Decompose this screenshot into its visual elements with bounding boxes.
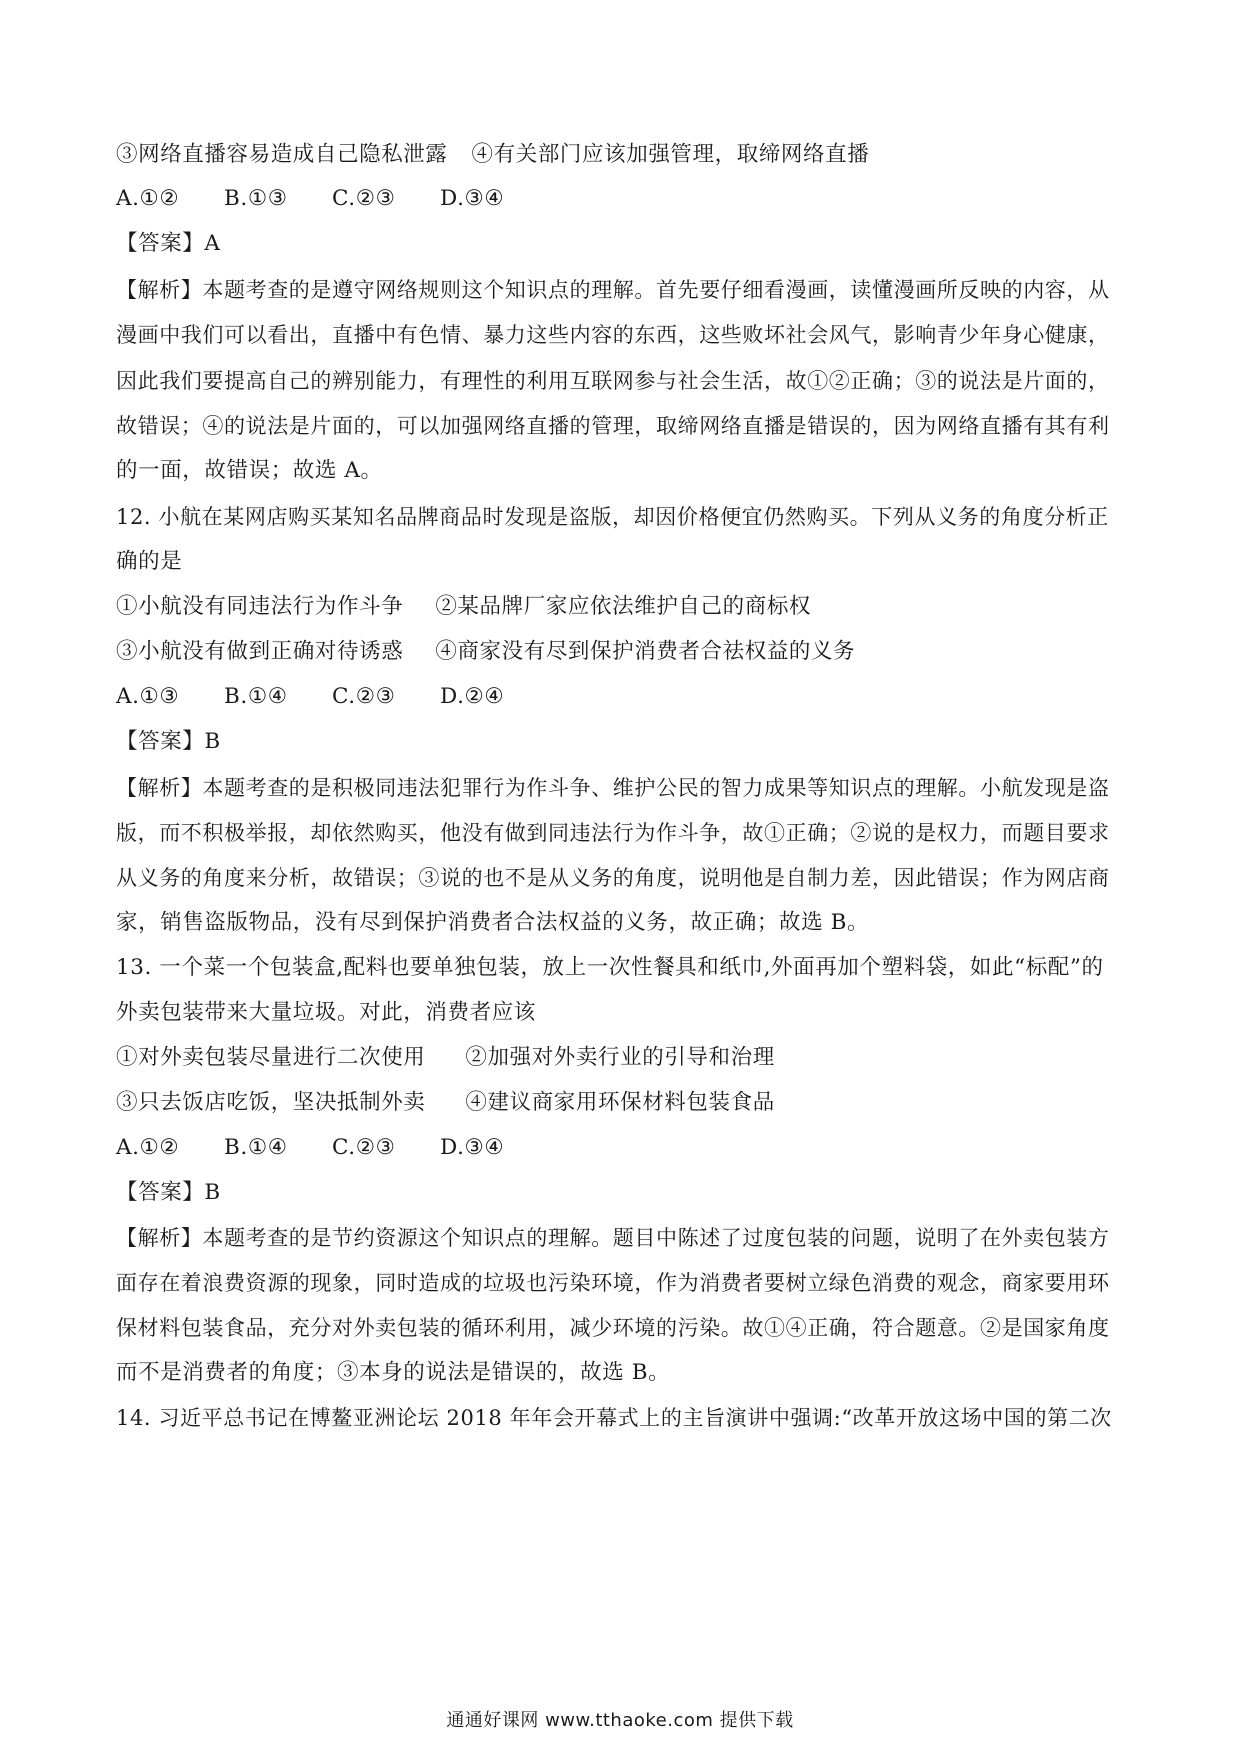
q13-stem-line-2: 外卖包装带来大量垃圾。对此，消费者应该 xyxy=(116,1000,536,1025)
q13-option-3: ③只去饭店吃饭，坚决抵制外卖 xyxy=(116,1090,426,1115)
q13-options-row1 xyxy=(116,1043,1128,1073)
q12-stem-line-1: 12. 小航在某网店购买某知名品牌商品时发现是盗版，却因价格便宜仍然购买。下列从义务的角度分析正 xyxy=(116,505,1109,529)
q13-choice-c: C.②③ xyxy=(332,1135,396,1160)
q11-choice-b: B.①③ xyxy=(224,186,288,211)
q13-option-2: ②加强对外卖行业的引导和治理 xyxy=(465,1045,775,1070)
q11-answer: 【答案】A xyxy=(116,231,221,256)
q12-analysis-line-2: 版，而不积极举报，却依然购买，他没有做到同违法行为作斗争，故①正确；②说的是权力，而题目要求 xyxy=(116,821,1110,845)
q11-option-4: ④有关部门应该加强管理，取缔网络直播 xyxy=(471,142,870,167)
q12-analysis-line-3: 从义务的角度来分析，故错误；③说的也不是从义务的角度，说明他是自制力差，因此错误；作为网店商 xyxy=(116,866,1110,890)
q14-stem-line-1: 14. 习近平总书记在博鳌亚洲论坛 2018 年年会开幕式上的主旨演讲中强调:“改革开放这场中国的第二次 xyxy=(116,1406,1112,1430)
q11-analysis-line-5: 的一面，故错误；故选 A。 xyxy=(116,458,383,483)
q13-choice-a: A.①② xyxy=(116,1135,180,1160)
q11-choices xyxy=(116,184,1128,214)
q12-answer: 【答案】B xyxy=(116,729,221,754)
q12-choice-d: D.②④ xyxy=(440,684,505,709)
q12-stem-line-2: 确的是 xyxy=(116,549,183,574)
q13-answer: 【答案】B xyxy=(116,1180,221,1205)
q13-choice-d: D.③④ xyxy=(440,1135,505,1160)
q13-stem-line-1: 13. 一个菜一个包装盒,配料也要单独包装，放上一次性餐具和纸巾,外面再加个塑料袋，如此“标配”的 xyxy=(116,955,1104,980)
q13-analysis-line-2: 面存在着浪费资源的现象，同时造成的垃圾也污染环境，作为消费者要树立绿色消费的观念，商家要用环 xyxy=(116,1271,1110,1295)
q11-analysis-line-3: 因此我们要提高自己的辨别能力，有理性的利用互联网参与社会生活，故①②正确；③的说法是片面的， xyxy=(116,369,1110,393)
q12-options-row2 xyxy=(116,637,1128,667)
q13-choice-b: B.①④ xyxy=(224,1135,288,1160)
q12-choice-c: C.②③ xyxy=(332,684,396,709)
q12-option-4: ④商家没有尽到保护消费者合祛权益的义务 xyxy=(435,639,856,664)
q11-analysis-line-1: 【解析】本题考查的是遵守网络规则这个知识点的理解。首先要仔细看漫画，读懂漫画所反映的内容，从 xyxy=(116,278,1110,302)
q12-analysis-line-1: 【解析】本题考查的是积极同违法犯罪行为作斗争、维护公民的智力成果等知识点的理解。小航发现是盗 xyxy=(116,776,1110,800)
q13-analysis-line-4: 而不是消费者的角度；③本身的说法是错误的，故选 B。 xyxy=(116,1360,671,1385)
q12-analysis-line-4: 家，销售盗版物品，没有尽到保护消费者合法权益的义务，故正确；故选 B。 xyxy=(116,910,870,935)
q11-analysis-line-2: 漫画中我们可以看出，直播中有色情、暴力这些内容的东西，这些败坏社会风气，影响青少年身心健康， xyxy=(116,323,1110,347)
q11-options-row2 xyxy=(116,140,1128,170)
q12-choices xyxy=(116,682,1128,712)
q11-analysis-line-4: 故错误；④的说法是片面的，可以加强网络直播的管理，取缔网络直播是错误的，因为网络直播有其有利 xyxy=(116,414,1110,438)
q12-choice-a: A.①③ xyxy=(116,684,180,709)
q13-analysis-line-1: 【解析】本题考查的是节约资源这个知识点的理解。题目中陈述了过度包装的问题，说明了在外卖包装方 xyxy=(116,1226,1110,1250)
page-footer: 通通好课网 www.tthaoke.com 提供下载 xyxy=(446,1710,794,1731)
q11-option-3: ③网络直播容易造成自己隐私泄露 xyxy=(116,142,448,167)
q13-option-4: ④建议商家用环保材料包装食品 xyxy=(465,1090,775,1115)
q12-option-1: ①小航没有同违法行为作斗争 xyxy=(116,594,404,619)
q13-choices xyxy=(116,1133,1128,1163)
q12-option-3: ③小航没有做到正确对待诱惑 xyxy=(116,639,404,664)
q11-choice-c: C.②③ xyxy=(332,186,396,211)
q12-options-row1 xyxy=(116,592,1128,622)
q13-analysis-line-3: 保材料包装食品，充分对外卖包装的循环利用，减少环境的污染。故①④正确，符合题意。②是国家角度 xyxy=(116,1316,1110,1340)
q13-options-row2 xyxy=(116,1088,1128,1118)
q12-option-2: ②某品牌厂家应依法维护自己的商标权 xyxy=(435,594,812,619)
q11-choice-d: D.③④ xyxy=(440,186,505,211)
q13-option-1: ①对外卖包装尽量进行二次使用 xyxy=(116,1045,426,1070)
q12-choice-b: B.①④ xyxy=(224,684,288,709)
q11-choice-a: A.①② xyxy=(116,186,180,211)
